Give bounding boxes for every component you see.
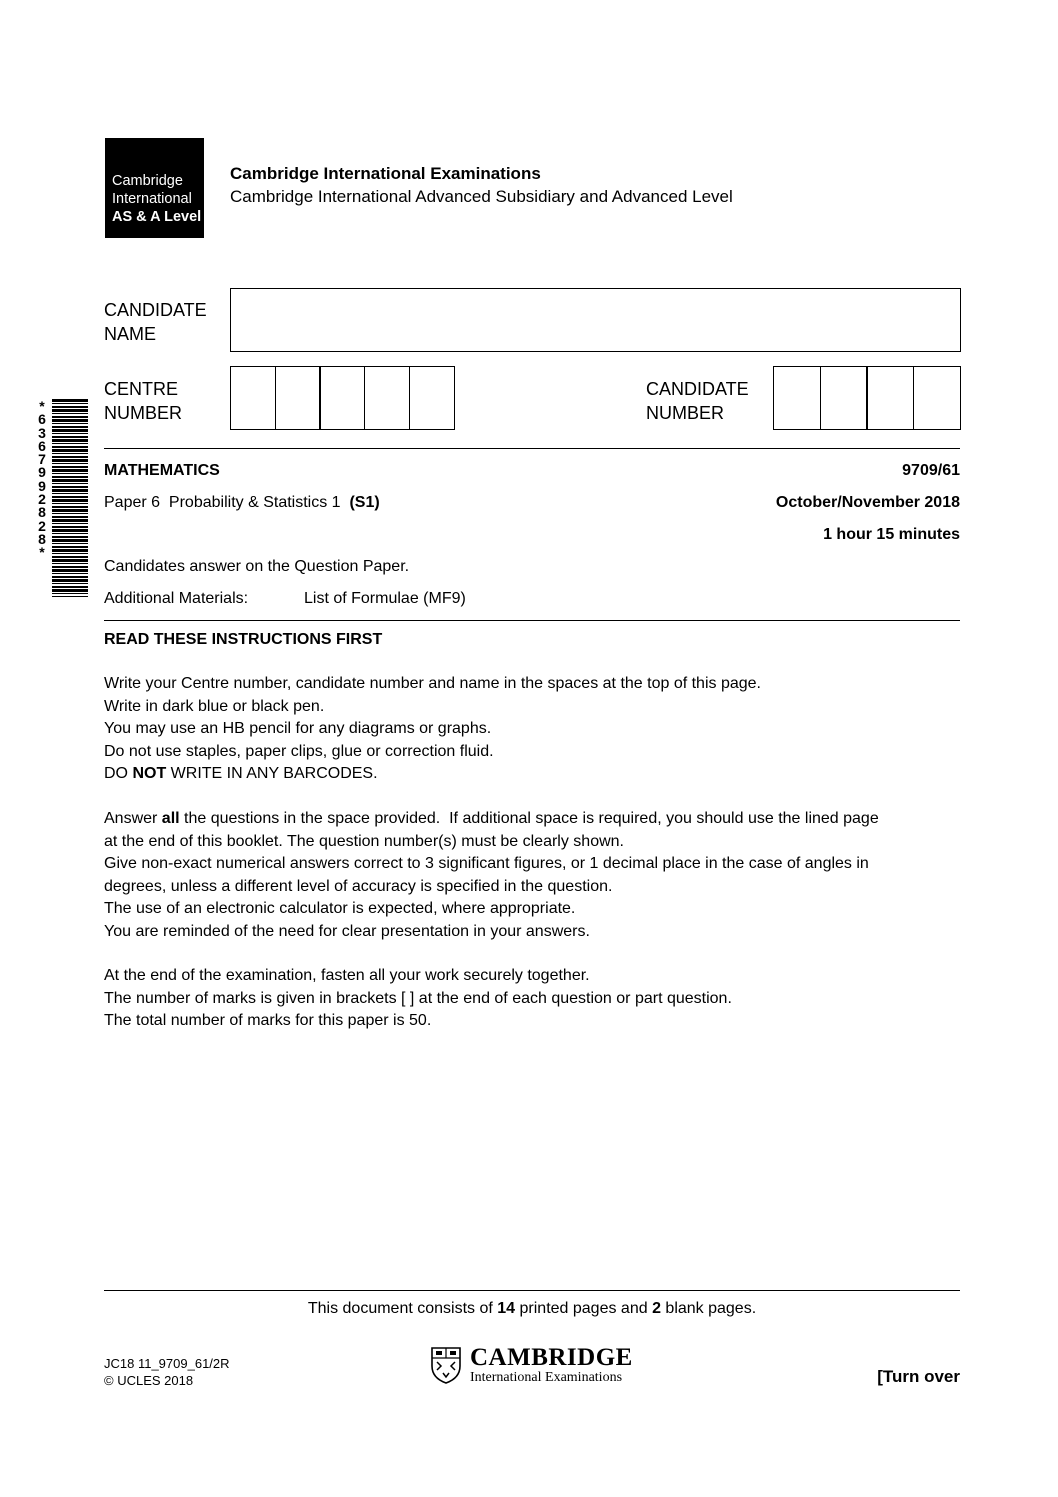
paper-code: 9709/61 (902, 462, 960, 479)
instruction-line (104, 763, 964, 786)
blank-page-count: 2 (652, 1300, 661, 1317)
instruction-line: Write in dark blue or black pen. (104, 697, 325, 715)
instruction-emphasis: all (161, 810, 180, 827)
barcode-digit: * (39, 398, 45, 414)
instruction-line: You are reminded of the need for clear presentation in your answers. (104, 922, 590, 940)
logo-line-2: International (112, 191, 192, 207)
instruction-line: Do not use staples, paper clips, glue or correction fluid. (104, 742, 494, 760)
instruction-text: Answer (104, 810, 162, 827)
subject-title: MATHEMATICS (104, 462, 220, 479)
exam-session: October/November 2018 (775, 494, 960, 511)
barcode-digits (34, 400, 50, 560)
cambridge-brand: CAMBRIDGE (470, 1344, 633, 1371)
barcode-digit: 8 (38, 530, 46, 547)
barcode-digit: 8 (38, 504, 46, 521)
barcode-digit: 9 (38, 464, 46, 481)
instruction-emphasis: NOT (132, 765, 167, 782)
instruction-text: WRITE IN ANY BARCODES. (166, 765, 378, 782)
candidate-name-field[interactable] (230, 288, 961, 352)
cambridge-crest-icon (430, 1346, 462, 1384)
barcode-digit: 9 (38, 477, 46, 494)
centre-number-cell[interactable] (275, 366, 321, 430)
candidate-name-label (104, 298, 207, 346)
instruction-text: DO (104, 765, 133, 782)
answer-note: Candidates answer on the Question Paper. (104, 558, 410, 575)
centre-number-label-line-2: NUMBER (104, 403, 183, 423)
centre-number-cell[interactable] (230, 366, 276, 430)
page-count-note (104, 1298, 960, 1321)
candidate-number-label-line-2: NUMBER (646, 403, 725, 423)
instruction-line: at the end of this booklet. The question number(s) must be clearly shown. (104, 832, 624, 850)
centre-number-cell[interactable] (409, 366, 455, 430)
page-count-text: printed pages and (515, 1300, 653, 1317)
qualification-level: Cambridge International Advanced Subsidiary and Advanced Level (230, 187, 733, 206)
centre-number-label-line-1: CENTRE (104, 379, 179, 399)
barcode (52, 399, 88, 597)
instruction-line (104, 808, 964, 831)
candidate-number-cell[interactable] (773, 366, 821, 430)
exam-board-title: Cambridge International Examinations (230, 164, 541, 183)
barcode-digit: 2 (38, 491, 46, 508)
candidate-number-label (646, 377, 749, 425)
materials-value: List of Formulae (MF9) (304, 590, 466, 607)
instructions-block-2 (104, 808, 964, 943)
instruction-line: The number of marks is given in brackets [ ] at the end of each question or part question. (104, 989, 732, 1007)
divider (104, 620, 960, 621)
instruction-text: the questions in the space provided. If additional space is required, you should use the lined page (179, 810, 879, 827)
barcode-digit: 7 (38, 451, 46, 468)
instruction-line: You may use an HB pencil for any diagrams or graphs. (104, 720, 492, 737)
page-count-text: blank pages. (660, 1300, 757, 1317)
divider (104, 1290, 960, 1291)
cambridge-brand-subtitle: International Examinations (470, 1370, 623, 1385)
cambridge-as-a-level-logo (105, 138, 204, 238)
paper-title-text: Paper 6 Probability & Statistics 1 (104, 494, 350, 511)
logo-line-3: AS & A Level (112, 209, 202, 225)
document-reference: JC18 11_9709_61/2R (104, 1356, 230, 1371)
candidate-number-field[interactable] (773, 366, 961, 430)
instructions-heading: READ THESE INSTRUCTIONS FIRST (104, 631, 383, 648)
centre-number-cell[interactable] (364, 366, 410, 430)
instruction-line: The use of an electronic calculator is expected, where appropriate. (104, 900, 576, 917)
instruction-line: At the end of the examination, fasten all your work securely together. (104, 967, 590, 984)
candidate-number-cell[interactable] (820, 366, 868, 430)
paper-title-code: (S1) (349, 494, 380, 511)
barcode-digit: 6 (38, 411, 46, 428)
logo-line-1: Cambridge (112, 173, 183, 189)
centre-number-field[interactable] (230, 366, 455, 430)
barcode-digit: 2 (38, 517, 46, 534)
instruction-line: Write your Centre number, candidate number and name in the spaces at the top of this page. (104, 675, 761, 692)
turn-over-prompt: [Turn over (877, 1367, 960, 1386)
copyright-notice: © UCLES 2018 (104, 1373, 194, 1388)
centre-number-cell[interactable] (319, 366, 365, 430)
instruction-line: degrees, unless a different level of accuracy is specified in the question. (104, 877, 613, 895)
barcode-digit: 3 (38, 424, 46, 441)
centre-number-label (104, 377, 182, 425)
divider (104, 448, 960, 449)
instructions-block-1 (104, 673, 964, 786)
materials-label: Additional Materials: (104, 590, 249, 607)
candidate-number-cell[interactable] (866, 366, 914, 430)
instructions-block-3 (104, 965, 964, 1033)
candidate-name-label-line-1: CANDIDATE (104, 300, 207, 320)
page-count-text: This document consists of (307, 1300, 498, 1317)
candidate-name-label-line-2: NAME (104, 324, 157, 344)
paper-title (104, 492, 380, 515)
barcode-digit: 6 (38, 437, 46, 454)
candidate-number-label-line-1: CANDIDATE (646, 379, 749, 399)
barcode-digit: * (39, 544, 45, 561)
printed-page-count: 14 (497, 1300, 516, 1317)
candidate-number-cell[interactable] (913, 366, 961, 430)
exam-duration: 1 hour 15 minutes (823, 526, 960, 543)
instruction-line: Give non-exact numerical answers correct to 3 significant figures, or 1 decimal place in the case of angles in (104, 855, 869, 872)
instruction-line: The total number of marks for this paper is 50. (104, 1012, 432, 1029)
